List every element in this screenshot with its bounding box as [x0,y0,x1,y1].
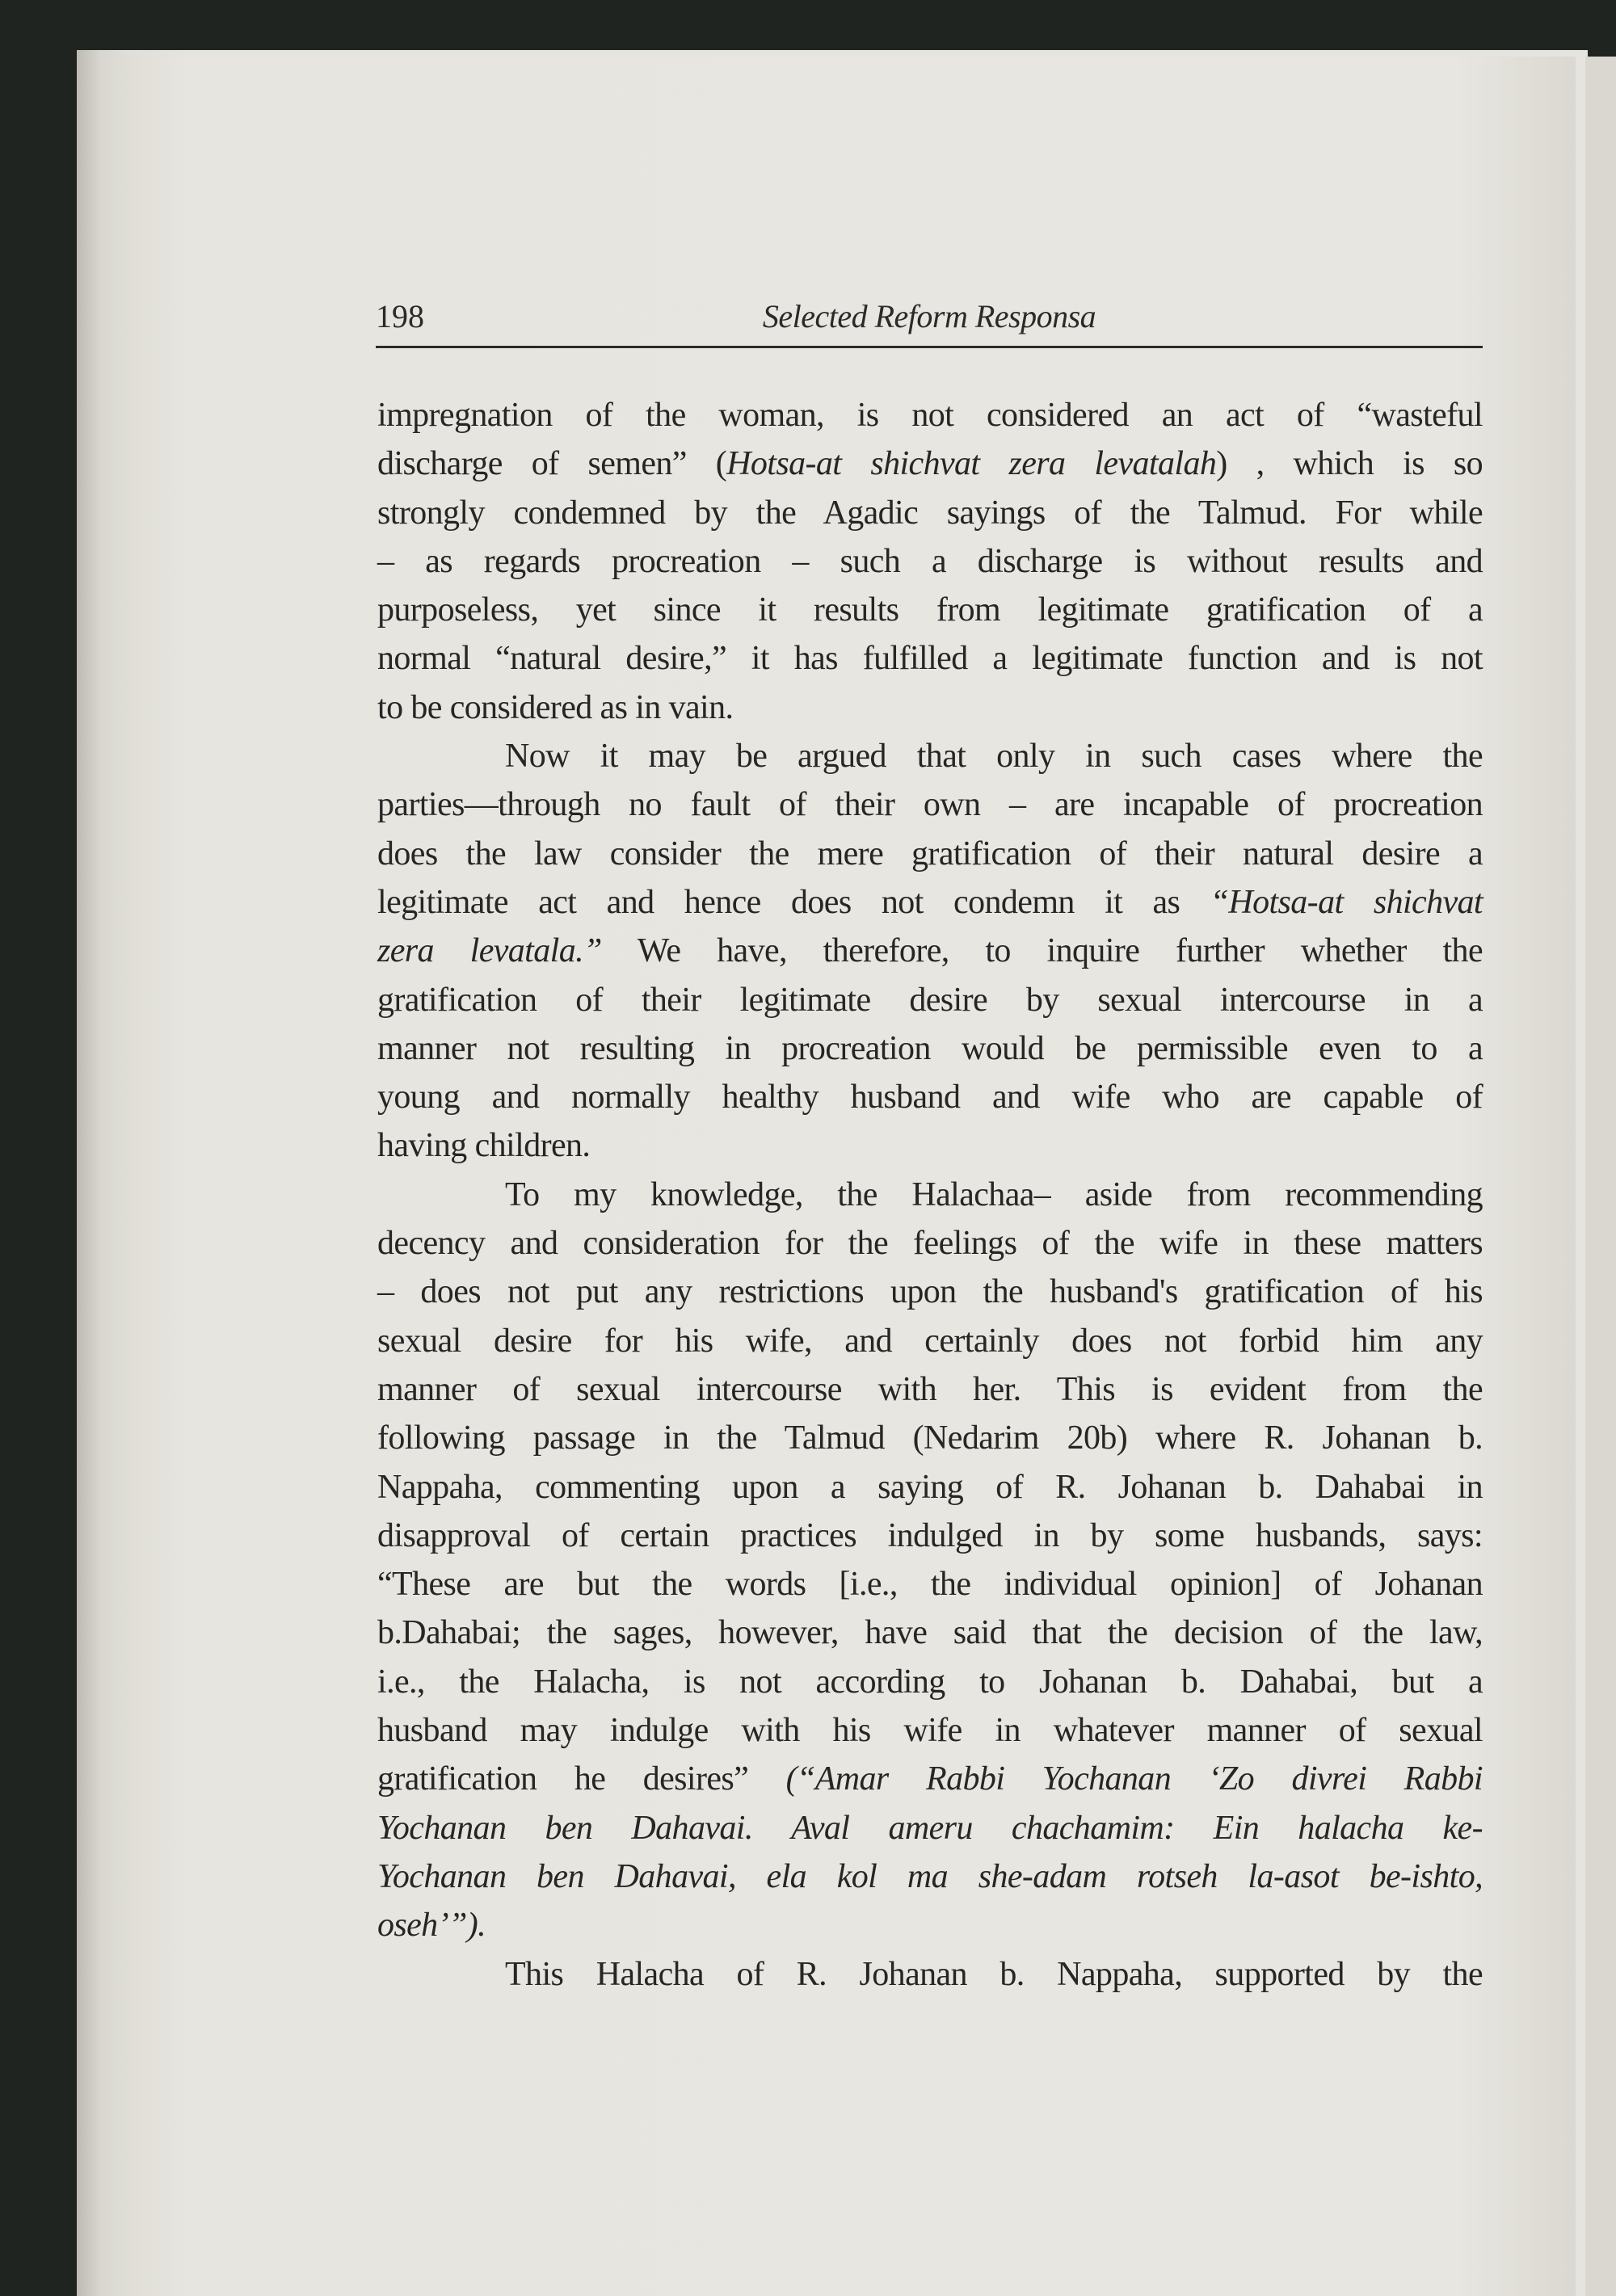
text-segment: disapproval of certain practices indulged in by some husbands, says: [377,1516,1483,1554]
text-line [377,634,1483,683]
text-line [377,1512,1483,1560]
text-segment: manner of sexual intercourse with her. This is evident from the [377,1370,1483,1408]
text-segment: sexual desire for his wife, and certainly does not forbid him any [377,1322,1483,1360]
italic-text: Yochanan ben Dahavai. Aval ameru chachamim: Ein halacha ke- [377,1809,1483,1847]
text-line [377,1463,1483,1512]
text-line [377,537,1483,586]
text-segment: Nappaha, commenting upon a saying of R. Johanan b. Dahabai in [377,1468,1483,1506]
text-line [377,878,1483,927]
text-line [377,927,1483,975]
running-title: Selected Reform Responsa [762,298,1096,334]
italic-text: (“Amar Rabbi Yochanan ‘Zo divrei Rabbi [785,1760,1483,1798]
text-line [377,1804,1483,1852]
text-segment: ) , which is so [1216,445,1483,483]
text-line [377,489,1483,537]
text-segment: parties—through no fault of their own – are incapable of procreation [377,786,1483,824]
text-segment: gratification he desires” [377,1760,786,1798]
text-segment: – does not put any restrictions upon the husband's gratification of his [377,1273,1483,1311]
text-line [377,586,1483,634]
text-segment: b.Dahabai; the sages, however, have said that the decision of the law, [377,1614,1483,1652]
text-segment: having children. [377,1127,591,1165]
page-number: 198 [376,298,424,334]
text-line [377,439,1483,488]
text-line [377,1024,1483,1073]
text-line [377,1755,1483,1803]
text-segment: normal “natural desire,” it has fulfilled a legitimate function and is not [377,640,1483,678]
text-line [377,1365,1483,1414]
text-segment: following passage in the Talmud (Nedarim 20b) where R. Johanan b. [377,1419,1483,1457]
facing-page-edge [1585,57,1616,2296]
text-segment: purposeless, yet since it results from legitimate gratification of a [377,591,1483,629]
running-header [376,297,1483,344]
text-segment: manner not resulting in procreation would be permissible even to a [377,1029,1483,1067]
text-segment: strongly condemned by the Agadic sayings of the Talmud. For while [377,494,1483,532]
text-segment: “These are but the words [i.e., the individual opinion] of Johanan [377,1566,1483,1604]
text-segment: does the law consider the mere gratification of their natural desire a [377,835,1483,873]
italic-text: Hotsa-at shichvat zera levatalah [726,445,1217,483]
text-line [377,780,1483,829]
text-segment: Now it may be argued that only in such cases where the [505,738,1483,776]
italic-text: zera levatala.” [377,932,602,970]
text-line [377,1706,1483,1755]
text-line [377,1073,1483,1121]
text-line [377,683,1483,732]
text-segment: decency and consideration for the feelings of the wife in these matters [377,1225,1483,1263]
text-line [377,1121,1483,1170]
text-line [377,1608,1483,1657]
text-segment: husband may indulge with his wife in whatever manner of sexual [377,1712,1483,1750]
text-line [377,1901,1483,1949]
text-line [377,1317,1483,1365]
text-line [377,1219,1483,1268]
text-line [377,1852,1483,1901]
text-segment: impregnation of the woman, is not considered an act of “wasteful [377,397,1483,434]
text-line [377,830,1483,878]
italic-text: Yochanan ben Dahavai, ela kol ma she-adam rotseh la-asot be-ishto, [377,1857,1483,1895]
text-segment: – as regards procreation – such a discharge is without results and [377,542,1483,580]
header-rule [376,346,1483,348]
text-line [377,1268,1483,1316]
text-line [377,1171,1483,1219]
text-segment: This Halacha of R. Johanan b. Nappaha, supported by the [505,1955,1483,1993]
text-segment: young and normally healthy husband and wife who are capable of [377,1079,1483,1116]
italic-text: “Hotsa-at shichvat [1210,883,1483,921]
text-segment: i.e., the Halacha, is not according to Johanan b. Dahabai, but a [377,1663,1483,1701]
text-line [377,1658,1483,1706]
text-line [377,1560,1483,1608]
text-segment: to be considered as in vain. [377,688,734,726]
text-line [377,1414,1483,1462]
text-line [377,1950,1483,1999]
body-text [377,391,1483,1999]
text-line [377,732,1483,780]
text-segment: discharge of semen” ( [377,445,727,483]
text-line [377,976,1483,1024]
italic-text: oseh’”). [377,1907,486,1945]
text-segment: We have, therefore, to inquire further whether the [601,932,1483,970]
text-segment: To my knowledge, the Halachaa– aside from recommending [505,1175,1483,1213]
text-line [377,391,1483,439]
text-segment: gratification of their legitimate desire by sexual intercourse in a [377,981,1483,1019]
text-segment: legitimate act and hence does not condemn it as [377,883,1210,921]
